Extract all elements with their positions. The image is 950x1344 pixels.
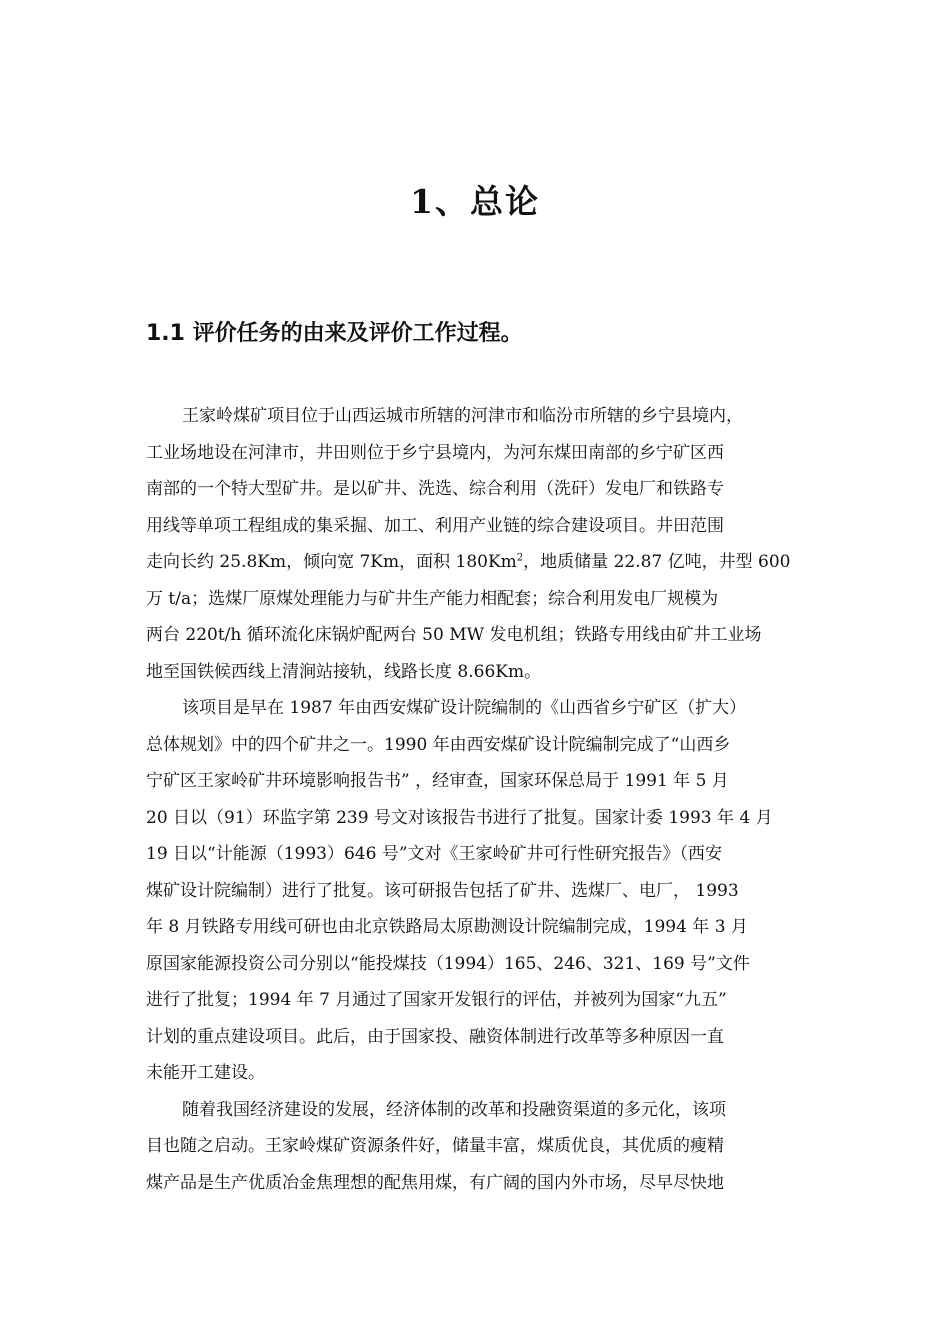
- text-line: 总体规划》中的四个矿井之一。1990 年由西安煤矿设计院编制完成了“山西乡: [146, 734, 731, 755]
- section-title: 1.1 评价任务的由来及评价工作过程。: [146, 321, 523, 346]
- text-line-area: [146, 544, 814, 581]
- text-line: 南部的一个特大型矿井。是以矿井、洗选、综合利用（洗矸）发电厂和铁路专: [146, 479, 724, 499]
- text-line: 原国家能源投资公司分别以“能投煤技（1994）165、246、321、169 号”文件: [146, 953, 750, 974]
- text-line: 煤产品是生产优质冶金焦理想的配焦用煤，有广阔的国内外市场，尽早尽快地: [146, 1172, 724, 1193]
- text-line: 王家岭煤矿项目位于山西运城市所辖的河津市和临汾市所辖的乡宁县境内，: [182, 406, 743, 426]
- text-line: 用线等单项工程组成的集采掘、加工、利用产业链的综合建设项目。井田范围: [146, 515, 724, 536]
- text-line: 年 8 月铁路专用线可研也由北京铁路局太原勘测设计院编制完成，1994 年 3 月: [146, 917, 748, 937]
- chapter-title: 1、总论: [410, 182, 540, 221]
- text-line: 工业场地设在河津市，井田则位于乡宁县境内，为河东煤田南部的乡宁矿区西: [146, 442, 724, 463]
- text-line: 未能开工建设。: [146, 1063, 265, 1083]
- body-text: [146, 398, 814, 1201]
- text-line: 计划的重点建设项目。此后，由于国家投、融资体制进行改革等多种原因一直: [146, 1026, 724, 1047]
- text-line: 万 t/a；选煤厂原煤处理能力与矿井生产能力相配套；综合利用发电厂规模为: [146, 588, 719, 609]
- paragraph-project-restart: [146, 1092, 814, 1202]
- paragraph-project-overview: [146, 398, 814, 690]
- text-line: 两台 220t/h 循环流化床锅炉配两台 50 MW 发电机组；铁路专用线由矿井工业场: [146, 625, 762, 645]
- text-line: 该项目是早在 1987 年由西安煤矿设计院编制的《山西省乡宁矿区（扩大）: [182, 698, 747, 718]
- paragraph-project-history: [146, 690, 814, 1092]
- text-line: 宁矿区王家岭矿井环境影响报告书” ，经审查，国家环保总局于 1991 年 5 月: [146, 771, 729, 791]
- text-line: 19 日以“计能源（1993）646 号”文对《王家岭矿井可行性研究报告》（西安: [146, 844, 723, 864]
- text-line: 随着我国经济建设的发展，经济体制的改革和投融资渠道的多元化，该项: [182, 1099, 726, 1120]
- text-segment: 走向长约 25.8Km，倾向宽 7Km，面积 180Km: [146, 552, 517, 572]
- text-line: 20 日以（91）环监字第 239 号文对该报告书进行了批复。国家计委 1993 年 4 月: [146, 807, 773, 828]
- text-segment: ，地质储量 22.87 亿吨，井型 600: [523, 552, 791, 572]
- area-superscript: 2: [516, 552, 524, 564]
- text-line: 目也随之启动。王家岭煤矿资源条件好，储量丰富，煤质优良，其优质的瘦精: [146, 1136, 724, 1156]
- text-line: 进行了批复；1994 年 7 月通过了国家开发银行的评估，并被列为国家“九五”: [146, 990, 727, 1010]
- text-line: 煤矿设计院编制）进行了批复。该可研报告包括了矿井、选煤厂、电厂， 1993: [146, 880, 739, 901]
- text-line: 地至国铁候西线上清涧站接轨，线路长度 8.66Km。: [146, 661, 542, 682]
